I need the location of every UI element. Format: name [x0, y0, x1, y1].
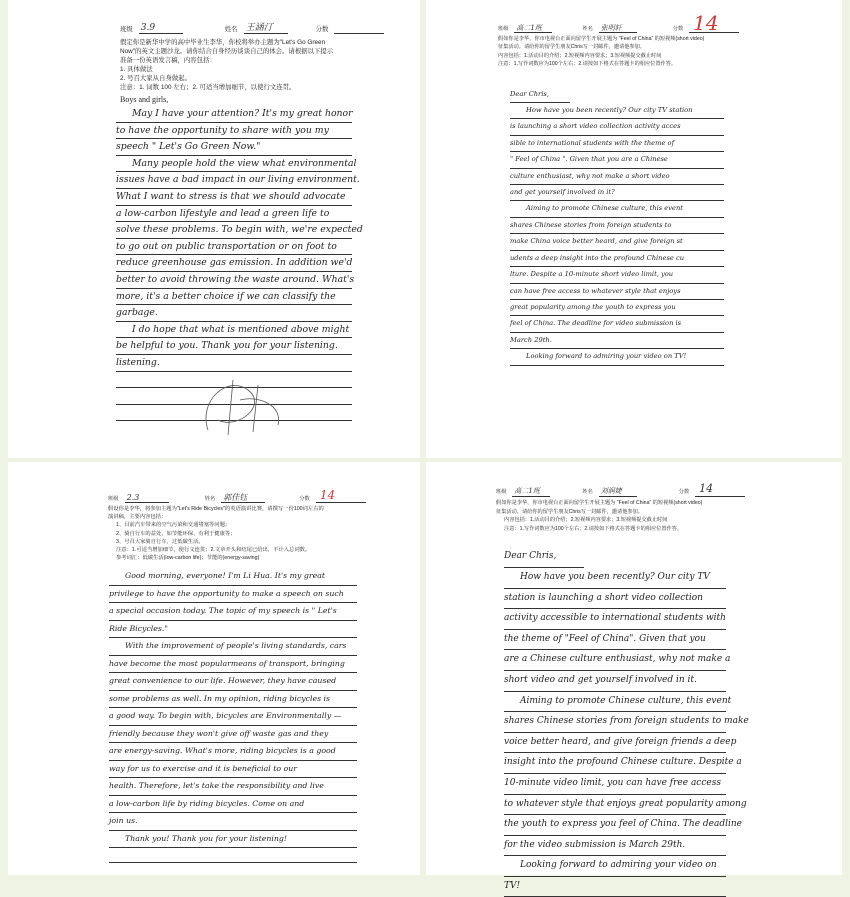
score-value: [334, 33, 384, 34]
essay-line: garbage.: [116, 305, 352, 322]
prompt-line: 1、目前汽车带来的空气污染和交通堵塞等问题；: [116, 522, 231, 529]
prompt-line: 2. 号召大家从自身做起。: [120, 75, 192, 82]
essay-line: May I have your attention? It's my great honor: [116, 106, 352, 123]
score-value: 14: [695, 482, 745, 497]
essay-line: shares Chinese stories from foreign students to: [510, 218, 724, 234]
prompt-line: 3、号召大家骑自行车，过低碳生活。: [116, 538, 204, 545]
class-value: 2.3: [125, 494, 169, 503]
prompt-line: 准备一份英语发言稿，内容包括：: [120, 57, 216, 64]
essay-line: the youth to express you feel of China. The deadline: [504, 815, 726, 836]
prompt-line: 注意：1.写作词数应为100个左右；2.请按如下格式在答题卡的相应位置作答。: [504, 525, 683, 532]
essay-line: privilege to have the opportunity to make a speech on such: [109, 586, 357, 604]
essay-line: Aiming to promote Chinese culture, this event: [504, 692, 726, 713]
essay-line: better to avoid throwing the waste around. What's: [116, 272, 352, 289]
page-1-header: [8, 0, 390, 104]
handwritten-essay: [426, 87, 724, 366]
prompt-line: 注意：1.可适当增加细节，使行文连贯；2.文章开头和结尾已给出，不计入总词数。: [116, 547, 311, 554]
essay-line: Aiming to promote Chinese culture, this event: [510, 201, 724, 217]
essay-line: are energy-saving. What's more, riding bicycles is a good: [109, 743, 357, 761]
essay-line: way for us to exercise and it is beneficial to our: [109, 761, 357, 779]
prompt-line: 内容包括：1.活动目的介绍；2.短视频内容要求；3.短视频提交截止时间: [504, 517, 668, 524]
essay-line: sible to international students with the theme of: [510, 136, 724, 152]
essay-line: more, it's a better choice if we can classify the: [116, 289, 352, 306]
score-label: 分数: [315, 26, 329, 33]
essay-line: activity accessible to international students with: [504, 609, 726, 630]
essay-line: Dear Chris,: [510, 87, 570, 103]
class-label: 班级: [496, 489, 507, 496]
essay-line: Many people hold the view what environmental: [116, 156, 352, 173]
prompt-line: 演讲稿，主要内容包括：: [108, 514, 167, 521]
score-value: 14: [689, 14, 739, 33]
handwritten-essay: [426, 547, 749, 897]
prompt-line: Now"的英文主题沙龙。请你结合自身经历谈谈自己的体会。请根据以下提示: [120, 48, 334, 55]
essay-line: to have the opportunity to share with you my: [116, 123, 352, 140]
essay-line: can have free access to whatever style that enjoys: [510, 284, 724, 300]
essay-line: udents a deep insight into the profound Chinese cu: [510, 251, 724, 267]
essay-page-4: [426, 462, 842, 891]
essay-line: health. Therefore, let's take the responsibility and live: [109, 778, 357, 796]
class-label: 班级: [108, 495, 119, 502]
essay-line: friendly because they won't give off waste gas and they: [109, 726, 357, 744]
essay-line: I do hope that what is mentioned above might: [116, 322, 352, 339]
essay-line: join us.: [109, 813, 357, 831]
name-label: 姓名: [582, 25, 593, 32]
essay-line: solve these problems. To begin with, we're expected: [116, 222, 352, 239]
essay-line: are a Chinese culture enthusiast, why not make a: [504, 650, 726, 671]
essay-line: station is launching a short video collection: [504, 589, 726, 610]
essay-line: to go out on public transportation or on foot to: [116, 239, 352, 256]
prompt-line: 假定你是新华中学的高中毕业生李华，你校将举办主题为"Let's Go Green: [120, 39, 326, 46]
score-label: 分数: [678, 489, 690, 496]
essay-line: Looking forward to admiring your video on TV!: [510, 349, 724, 365]
essay-line: is launching a short video collection activity acces: [510, 119, 724, 135]
essay-line: Thank you! Thank you for your listening!: [109, 831, 357, 849]
essay-line: TV!: [504, 877, 726, 897]
essay-line: How have you been recently? Our city TV: [504, 568, 726, 589]
essay-line: shares Chinese stories from foreign students to make: [504, 712, 726, 733]
name-value: 刘润婕: [599, 487, 637, 497]
essay-line: to whatever style that enjoys great popularity among: [504, 795, 726, 816]
essay-line: and get yourself involved in it?: [510, 185, 724, 201]
essay-line: Looking forward to admiring your video on: [504, 856, 726, 877]
essay-page-1: [8, 0, 420, 458]
class-value: 高二1班: [512, 487, 550, 497]
essay-line: reduce greenhouse gas emission. In addition we'd: [116, 255, 352, 272]
class-label: 班级: [498, 25, 509, 32]
essay-line: lture. Despite a 10-minute short video limit, you: [510, 267, 724, 283]
prompt-line: 征集活动。请给你的留学生朋友Chris写一封邮件，邀请他参加。: [496, 508, 643, 515]
page-2-header: [426, 0, 798, 69]
page-3-header: [8, 462, 398, 562]
essay-line: Good morning, everyone! I'm Li Hua. It's my great: [109, 568, 357, 586]
name-label: 姓名: [582, 489, 593, 496]
prompt-line: 假设你是李华，将参加主题为"Let's Ride Bicycles"的英语演讲比赛，请撰写一份100词左右的: [108, 506, 324, 512]
essay-line: a good way. To begin with, bicycles are Environmentally —: [109, 708, 357, 726]
page-4-header: [426, 462, 816, 533]
essay-line: great popularity among the youth to express you: [510, 300, 724, 316]
essay-line: a low-carbon lifestyle and lead a green life to: [116, 206, 352, 223]
essay-page-2: [426, 0, 842, 458]
class-label: 班级: [120, 26, 133, 33]
essay-line: " Feel of China ". Given that you are a Chinese: [510, 152, 724, 168]
essay-line: be helpful to you. Thank you for your listening.: [116, 338, 352, 355]
essay-line: What I want to stress is that we should advocate: [116, 189, 352, 206]
name-value: 郭佳钰: [221, 494, 265, 503]
class-value: 3.9: [139, 24, 183, 34]
name-value: 张明轩: [599, 24, 637, 33]
essay-line: 10-minute video limit, you can have free access: [504, 774, 726, 795]
prompt-line: 征集活动。请给你的留学生朋友Chris写一封邮件，邀请他参加。: [498, 44, 645, 51]
essay-line: great convenience to our life. However, they have caused: [109, 673, 357, 691]
essay-line: short video and get yourself involved in it.: [504, 671, 726, 692]
prompt-line: 注意：1. 词数 100 左右；2. 可适当增加细节，以使行文连贯。: [120, 84, 296, 91]
handwritten-essay: [8, 568, 357, 863]
essay-line: Ride Bicycles.": [109, 621, 357, 639]
essay-line: March 29th.: [510, 333, 724, 349]
essay-line: With the improvement of people's living standards, cars: [109, 638, 357, 656]
essay-line: listening.: [116, 355, 352, 372]
score-label: 分数: [672, 25, 684, 32]
score-label: 分数: [299, 495, 310, 502]
essay-line: have become the most popularmeans of transport, bringing: [109, 656, 357, 674]
name-label: 姓名: [204, 495, 216, 502]
essay-line: culture enthusiast, why not make a short video: [510, 169, 724, 185]
essay-line: feel of China. The deadline for video submission is: [510, 316, 724, 332]
essay-line: a low-carbon life by riding bicycles. Come on and: [109, 796, 357, 814]
prompt-line: 内容包括：1.活动目的介绍；2.短视频内容要求；3.短视频提交截止时间: [498, 52, 662, 59]
essay-line: a special occasion today. The topic of my speech is " Let's: [109, 603, 357, 621]
class-value: 高二1班: [514, 24, 552, 33]
essay-line: for the video submission is March 29th.: [504, 836, 726, 857]
name-label: 姓名: [224, 26, 238, 33]
prompt-line: 1. 具体做法: [120, 66, 153, 73]
blank-line: [109, 848, 357, 863]
essay-line: issues have a bad impact in our living environment.: [116, 172, 352, 189]
handwritten-essay: [8, 106, 363, 421]
salutation: Boys and girls,: [120, 95, 169, 104]
essay-line: make China voice better heard, and give foreign st: [510, 234, 724, 250]
essay-line: the theme of "Feel of China". Given that you: [504, 630, 726, 651]
prompt-line: 假如你是李华，你市电视台正面向留学生开展主题为 "Feel of China" 的短视频(short video): [496, 500, 703, 506]
prompt-line: 注意：1.写作词数应为100个左右；2.请按如下格式在答题卡的相应位置作答。: [498, 61, 677, 68]
prompt-line: 假如你是李华，你市电视台正面向留学生开展主题为 "Feel of China" 的短视频(short video): [498, 36, 705, 42]
essay-line: speech " Let's Go Green Now.": [116, 139, 352, 156]
essay-line: voice better heard, and give foreign friends a deep: [504, 733, 726, 754]
prompt-line: 参考词汇：低碳生活(low-carbon life)；节能的(energy-saving): [116, 555, 260, 562]
scribble-mark: [188, 370, 298, 440]
essay-line: insight into the profound Chinese culture. Despite a: [504, 753, 726, 774]
essay-line: Dear Chris,: [504, 547, 584, 568]
essay-page-3: [8, 462, 420, 875]
essay-line: How have you been recently? Our city TV station: [510, 103, 724, 119]
essay-line: some problems as well. In my opinion, riding bicycles is: [109, 691, 357, 709]
name-value: 王涵汀: [244, 24, 288, 34]
score-value: 14: [316, 488, 366, 503]
prompt-line: 2、骑自行车的益处，如节能环保、有利于健康等；: [116, 530, 236, 537]
